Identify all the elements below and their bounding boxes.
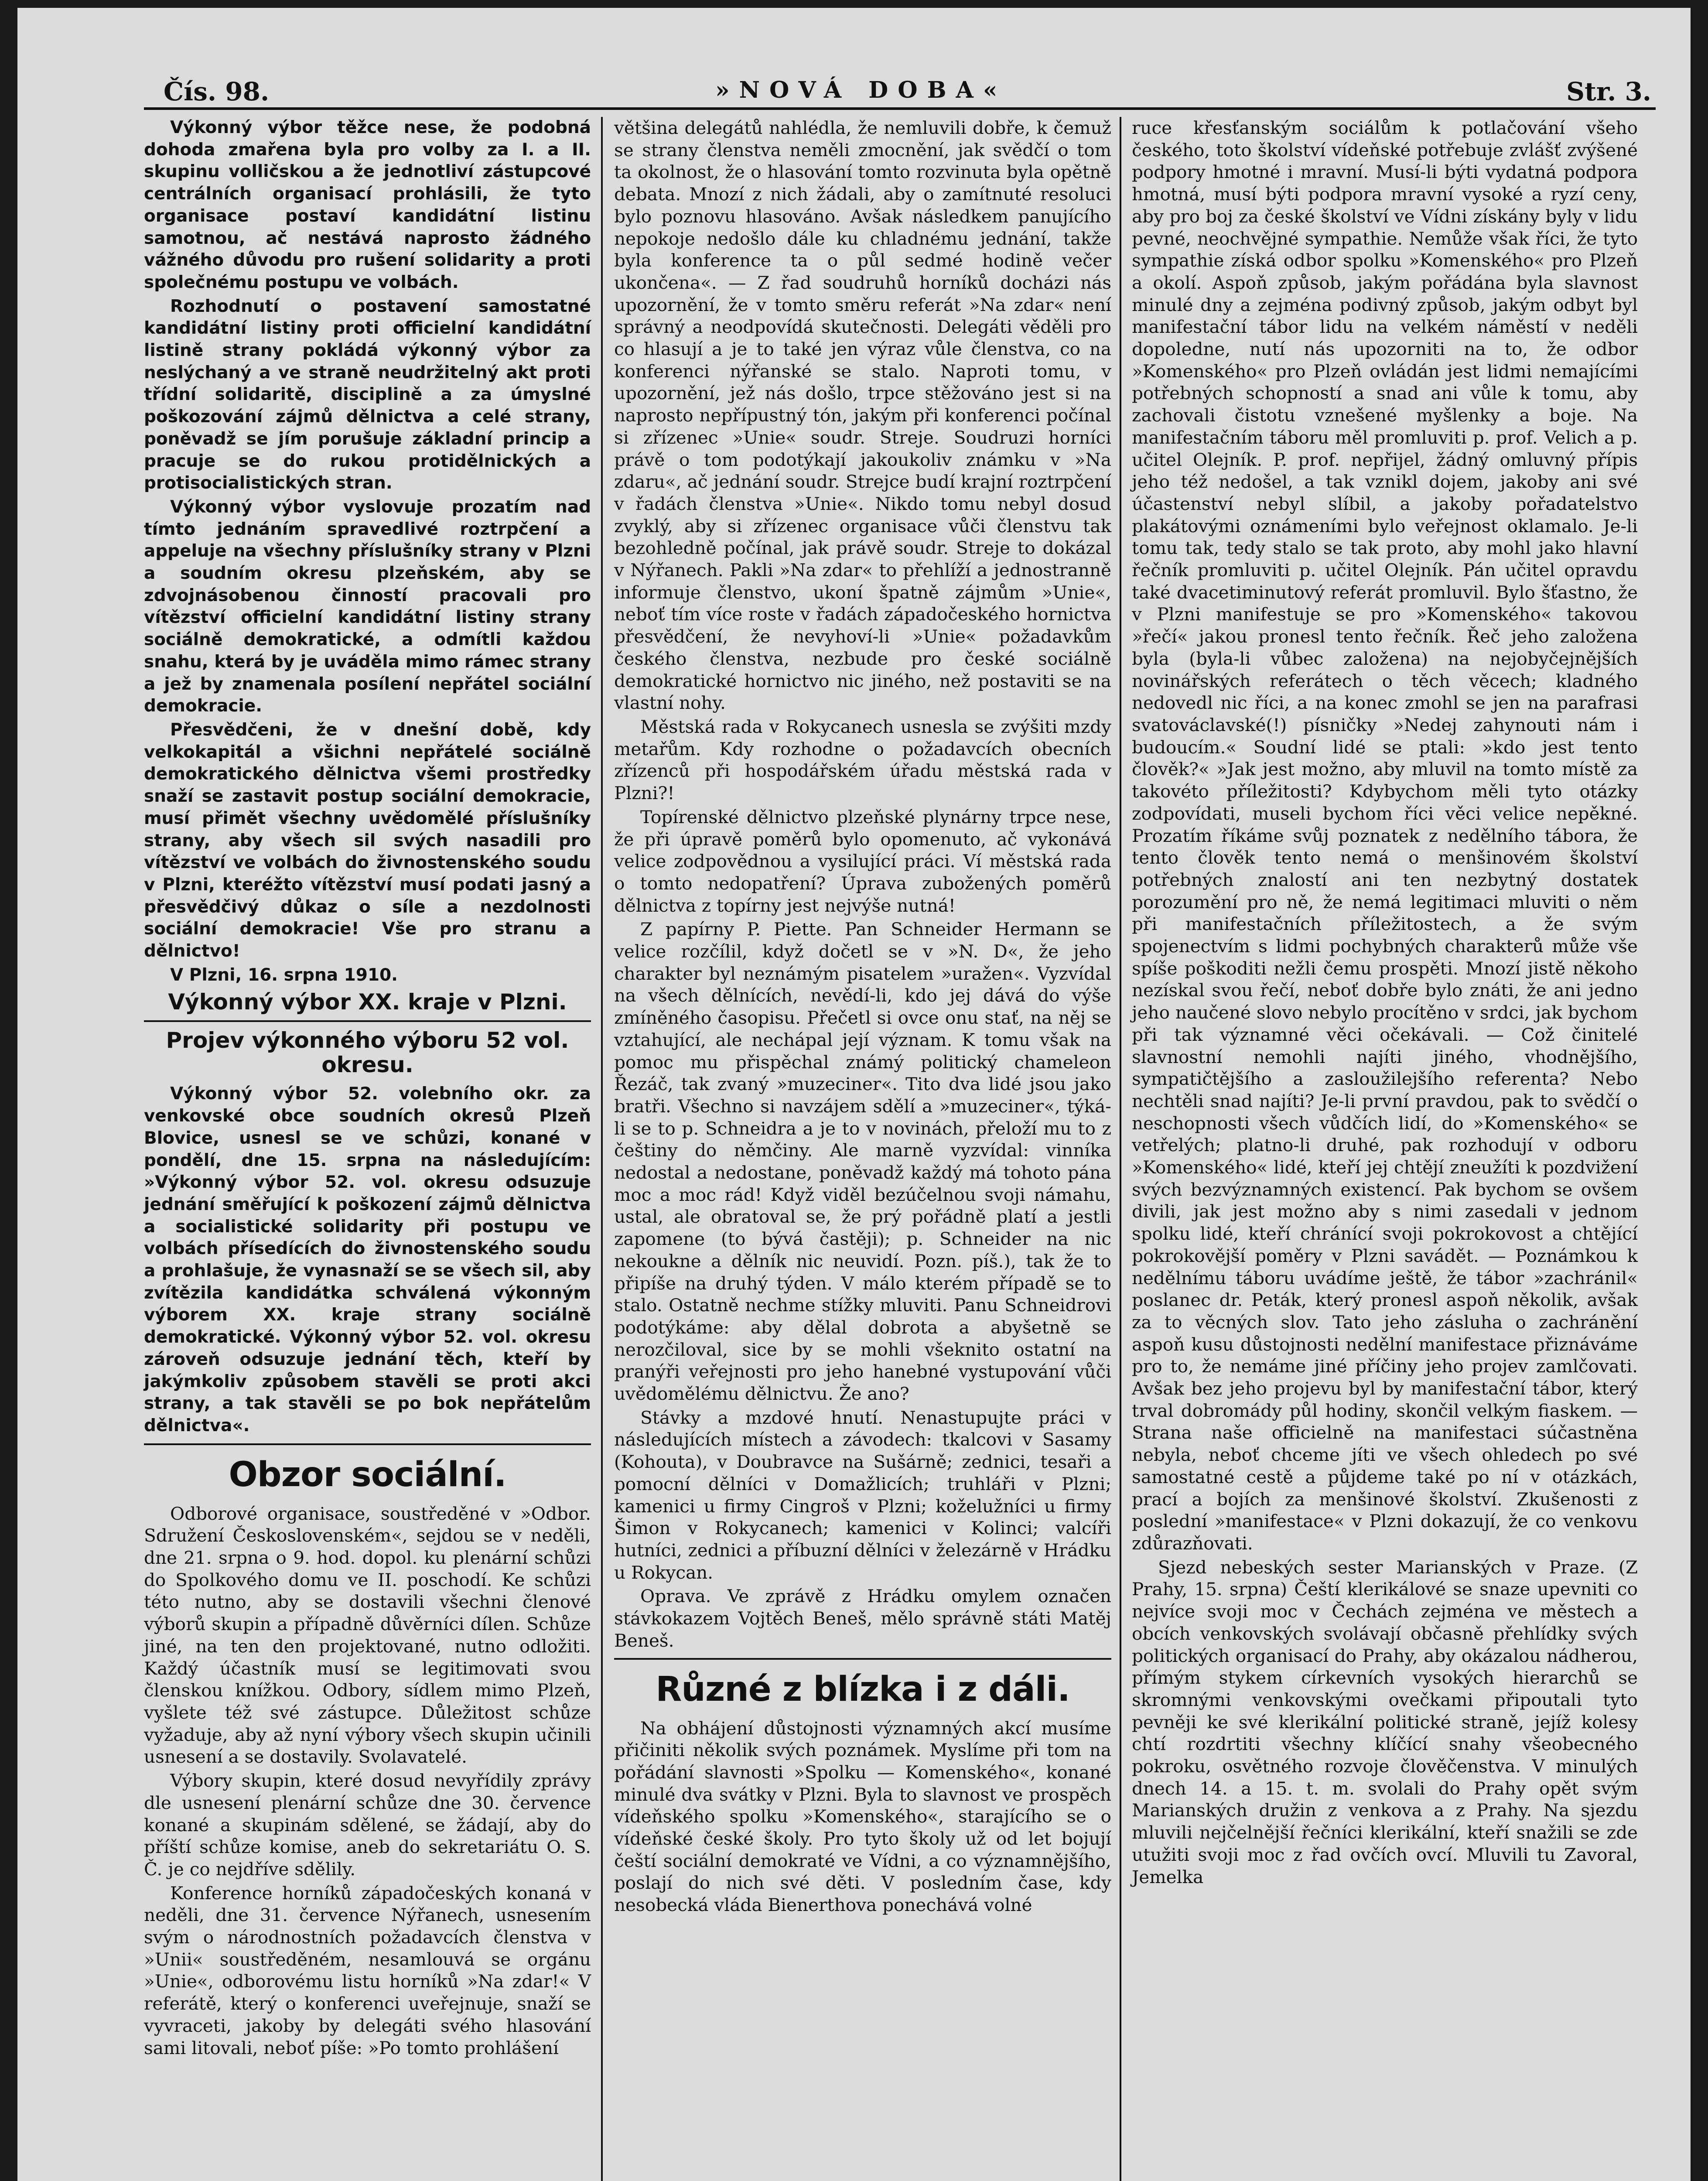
column-divider-1 bbox=[601, 117, 603, 2181]
article-paragraph: Na obhájení důstojnosti významných akcí musíme přičiniti několik svých poznámek. Myslíme při tom na pořádání slavnosti »Spolku — Komenského«, konané minulé dva svátky v Plzni. Byla to slavnost ve prospěch vídeňského spolku »Komenského«, starajícího se o vídeňské české školy. Pro tyto školy už od let bojují čeští sociální demokraté ve Vídni, a co významnějšího, poslají do nich své děti. V posledním čase, kdy nesobecká vláda Bienerthova ponechává volné bbox=[614, 1717, 1111, 1916]
article-paragraph: Konference horníků západočeských konaná v neděli, dne 31. července Nýřanech, usnesením svým o národnostních požadavcích členstva v »Unii« soustředěném, nesamlouvá se orgánu »Unie«, odborovému listu horníků »Na zdar!« V referátě, který o konferenci uveřejnuje, snaží se vyvraceti, jakoby by delegáti svého hlasování sami litovali, neboť píše: »Po tomto prohlášení bbox=[144, 1882, 591, 2058]
newspaper-page bbox=[17, 8, 1691, 2181]
article-heading: Projev výkonného výboru 52 vol. okresu. bbox=[166, 1028, 569, 1078]
masthead-title: »NOVÁ DOBA« bbox=[715, 77, 1007, 103]
header-rule bbox=[144, 107, 1656, 110]
article-paragraph: Odborové organisace, soustředěné v »Odbor. Sdružení Československém«, sejdou se v neděli, dne 21. srpna o 9. hod. dopol. ku plenární schůzi do Spolkového domu ve II. poschodí. Ke schůzi této nutno, aby se dostavili všechni členové výborů skupin a případně důvěrníci dílen. Schůze jiné, na ten den projektované, nutno odložiti. Každý účastník musí se legitimovati svou členskou knížkou. Odbory, sídlem mimo Plzeň, vyšlete též své zástupce. Důležitost schůze vyžaduje, aby až nyní výbory všech skupin učinili usnesení a se dostavily. Svolavatelé. bbox=[144, 1503, 591, 1767]
article-paragraph: Výkonný výbor těžce nese, že podobná dohoda zmařena byla pro volby za I. a II. skupinu volličskou a že jednotliví zástupcové centrálních organisací prohlásili, že tyto organisace postaví kandidátní listinu samotnou, ač nestává naprosto žádného vážného důvodu pro rušení solidarity a proti společnému postupu ve volbách. bbox=[144, 118, 591, 292]
article-paragraph: Topírenské dělnictvo plzeňské plynárny trpce nese, že při úpravě poměrů bylo opomenuto, ač vykonává velice zodpovědnou a vysilující práci. Ví městská rada o tomto nedopatření? Úprava zubožených poměrů dělnictva z topírny jest nejvýše nutná! bbox=[614, 806, 1111, 916]
article-paragraph: Výkonný výbor vyslovuje prozatím nad tímto jednáním spravedlivé roztrpčení a appeluje na všechny příslušníky strany v Plzni a soudním okresu plzeňském, aby se zdvojnásobenou činností pracovali pro vítězství officielní kandidátní listiny strany sociálně demokratické, a odmítli každou snahu, která by je uváděla mimo rámec strany a jež by znamenala posílení nepřátel sociální demokracie. bbox=[144, 497, 591, 716]
article-paragraph: Rozhodnutí o postavení samostatné kandidátní listiny proti officielní kandidátní listině strany pokládá výkonný výbor za neslýchaný a ve straně neudržitelný akt proti třídní solidaritě, disciplině a za úmyslné poškozování zájmů dělnictva a celé strany, poněvadž se jím porušuje základní princip a pracuje se do rukou protidělnických a protisocialistických stran. bbox=[144, 296, 591, 493]
page-header bbox=[17, 73, 1691, 113]
signature-heading: Výkonný výbor XX. kraje v Plzni. bbox=[168, 989, 567, 1015]
article-paragraph: Městská rada v Rokycanech usnesla se zvýšiti mzdy metařům. Kdy rozhodne o požadavcích obecních zřízenců při hospodářském úřadu městská rada v Plzni?! bbox=[614, 716, 1111, 804]
column-2 bbox=[614, 117, 1111, 1918]
section-heading: Různé z blízka i z dáli. bbox=[656, 1669, 1070, 1709]
section-rule bbox=[614, 1658, 1111, 1660]
section-heading: Obzor sociální. bbox=[229, 1455, 506, 1494]
issue-number: Čís. 98. bbox=[164, 77, 270, 106]
column-3 bbox=[1132, 117, 1638, 1890]
column-divider-2 bbox=[1120, 117, 1121, 2181]
article-paragraph: Z papírny P. Piette. Pan Schneider Hermann se velice rozčílil, když dočetl se v »N. D«, že jeho charakter byl neznámým pisatelem »uražen«. Vyzvídal na všech dělnících, nevědí-li, kdo jej dává do výše zmíněného časopisu. Přečetl si ovce onu stať, na něj se vztahující, ale nechápal její význam. K tomu však na pomoc mu přispěchal známý politický chameleon Řezáč, tak zvaný »muzeciner«. Tito dva lidé jsou jako bratři. Všechno si navzájem sdělí a »muzeciner«, týká-li se to p. Schneidra a je to v novinách, přeloží mu to z češtiny do němčiny. Ale marně vyzvídal: vinníka nedostal a nedostane, poněvadž každý má tohoto pána moc a moc rád! Když viděl bezúčelnou svoji námahu, ustal, ale obratoval se, že prý pořádně platí a jestli zapomene (to bývá častěji); p. Schneider na nic nekoukne a dělník nic neuvidí. Pozn. píš.), tak že to připíše na druhý týden. V málo kterém případě se to stalo. Ostatně nechme stížky mluviti. Panu Schneidrovi podotýkáme: aby dělal dobrota a abyšetně se nerozčiloval, sice by se mohli všeknito ostatní na pranýři veřejnosti pro jeho hanebné vystupování vůči uvědomělému dělnictvu. Že ano? bbox=[614, 919, 1111, 1405]
page-number: Str. 3. bbox=[1566, 77, 1651, 106]
section-rule bbox=[144, 1020, 591, 1022]
article-paragraph: Stávky a mzdové hnutí. Nenastupujte práci v následujících místech a závodech: tkalcovi v Sasamy (Kohouta), v Doubravce na Sušárně; zednici, tesaři a pomocní dělníci v Domažlicích; truhláři v Plzni; kamenici u firmy Cingroš v Plzni; koželužníci u firmy Šimon v Rokycanech; kamenici v Kolinci; valcíři hutníci, zednici a příbuzní dělníci v železárně v Hrádku u Rokycan. bbox=[614, 1407, 1111, 1583]
article-paragraph: ruce křesťanským sociálům k potlačování všeho českého, toto školství vídeňské potřebuje zvlášť zvýšené podpory hmotné i mravní. Musí-li býti vydatná podpora hmotná, musí býti podpora mravní vysoké a ryzí ceny, aby pro boj za české školství ve Vídni získány byly v lidu pevné, neochvějné sympathie. Nemůže však říci, že tyto sympathie získá odbor spolku »Komenského« pro Plzeň a okolí. Aspoň způsob, jakým pořádána byla slavnost minulé dny a zejména podivný způsob, jakým odbyt byl manifestační tábor lidu na velkém náměstí v neděli dopoledne, nutí nás upozorniti na to, že odbor »Komenského« pro Plzeň ovládán jest lidmi nemajícími potřebných schopností a snad ani vůle k tomu, aby zachovali čistotu vznešené myšlenky a boje. Na manifestačním táboru měl promluviti p. prof. Velich a p. učitel Olejník. P. prof. nepřijel, žádný omluvný přípis jeho též nedošel, a tak vznikl dojem, jakoby ani své účastenství nebyl slíbil, a jakoby pořadatelstvo plakátovými oznámeními bylo veřejnost oklamalo. Je-li tomu tak, tedy stalo se tak proto, aby mohl jako hlavní řečník promluviti p. učitel Olejník. Pán učitel opravdu také dvacetiminutový referát promluvil. Bylo šťastno, že v Plzni manifestuje se pro »Komenského« takovou »řečí« jakou pronesl tento řečník. Řeč jeho založena byla (byla-li vůbec založena) na nejobyčejnějších novinářských referátech o těch věcech; kladného nedovedl nic říci, a na konec zmohl se jen na parafrasi svatováclavské(!) písničky »Nedej zahynouti nám i budoucím.« Soudní lidé se ptali: »kdo jest tento člověk?« »Jak jest možno, aby mluvil na tomto místě za takovéto příležitosti? Kdybychom měli tyto otázky zodpovídati, museli bychom říci věci velice nepěkné. Prozatím říkáme svůj poznatek z nedělního tábora, že tento člověk tento nemá o menšinovém školství potřebných znalostí ani ten nezbytný dostatek porozumění pro ně, že nemá legitimaci mluviti o něm při manifestačních příležitostech, a že svým spojenectvím s lidmi pochybných charakterů může vše spíše poškoditi nežli čemu prospěti. Mnozí jistě někoho nezískal svou řečí, neboť dobře bylo znáti, že ani jedno jeho naučené slovo nebylo procítěno v srdci, jak bychom při tak významné věci očekávali. — Což činitelé slavnostní nemohli najíti jiného, vhodnějšího, sympatičtějšího a zasloužilejšího referenta? Nebo nechtěli snad najíti? Je-li první pravdou, pak to svědčí o neschopnosti všech vůdčích lidí, do »Komenského« se vetřelých; platno-li druhé, pak rozhodují v odboru »Komenského« lidé, kteří jej chtějí zneužíti k pozdvižení svých bezvýznamných existencí. Pak bychom se ovšem divili, jak jest možno aby s nimi zasedali v jednom spolku lidé, kteří chránící svoji pokrokovost a chtějící pokrokovější poměry v Plzni savádět. — Poznámkou k nedělnímu táboru uvádíme ještě, že tábor »zachránil« poslanec dr. Peták, který pronesl aspoň několik, avšak za to věcných slov. Tato jeho zásluha o zachránění aspoň kusu důstojnosti nedělní manifestace přiznáváme pro to, že nemáme jiné příčiny jeho projev zamlčovati. Avšak bez jeho projevu byl by manifestační tábor, který trval dobromády půl hodiny, skončil velkým fiaskem. — Strana naše officielně na manifestaci súčastněna nebyla, neboť chceme jíti ve všech ohledech po své samostatné cestě a půjdeme také po ní v otázkách, prací a bojích za menšinové školství. Zkušenosti z poslední »manifestace« v Plzni dokazují, že co venkovu zdůrazňovati. bbox=[1132, 117, 1638, 1554]
article-paragraph: Výbory skupin, které dosud nevyřídily zprávy dle usnesení plenární schůze dne 30. července konané a skupinám sdělené, se žádají, aby do příští schůze komise, aneb do sekretariátu O. S. Č. je co nejdříve sdělily. bbox=[144, 1770, 591, 1880]
dateline: V Plzni, 16. srpna 1910. bbox=[170, 965, 398, 985]
column-1 bbox=[144, 117, 591, 2061]
section-rule bbox=[144, 1443, 591, 1445]
article-paragraph: Výkonný výbor 52. volebního okr. za venkovské obce soudních okresů Plzeň Blovice, usnesl se ve schůzi, konané v pondělí, dne 15. srpna na následujícím: »Výkonný výbor 52. vol. okresu odsuzuje jednání směřující k poškození zájmů dělnictva a socialistické solidarity při postupu ve volbách přísedících do živnostenského soudu a prohlašuje, že vynasnaží se se všech sil, aby zvítězila kandidátka schválená výkonným výborem XX. kraje strany sociálně demokratické. Výkonný výbor 52. vol. okresu zároveň odsuzuje jednání těch, kteří by jakýmkoliv způsobem stavěli se proti akci strany, a tak stavěli se po bok nepřátelům dělnictva«. bbox=[144, 1084, 591, 1436]
article-paragraph: Přesvědčeni, že v dnešní době, kdy velkokapitál a všichni nepřátelé sociálně demokratického dělnictva všemi prostředky snaží se zastavit postup sociální demokracie, musí přimět všechny uvědomělé příslušníky strany, aby všech sil svých nasadili pro vítězství ve volbách do živnostenského soudu v Plzni, kteréžto vítězství musí podati jasný a přesvědčivý důkaz o síle a nezdolnosti sociální demokracie! Vše pro stranu a dělnictvo! bbox=[144, 720, 591, 961]
article-paragraph: Sjezd nebeských sester Marianských v Praze. (Z Prahy, 15. srpna) Čeští klerikálové se snaze upevniti co nejvíce svoji moc v Čechách zejména ve městech a obcích venkovských svolávají občasně přehlídky svých politických organisací do Prahy, aby okázalou nádherou, přímým stykem církevních vysokých hierarchů se skromnými venkovskými ovečkami připoutali tyto pevněji ke své klerikální politické straně, jejíž kolesy chtí rozdrtiti všechny klíčící snahy všeobecného pokroku, osvětného rozvoje člověčenstva. V minulých dnech 14. a 15. t. m. svolali do Prahy opět svým Marianských družin z venkova a z Prahy. Na sjezdu mluvili nejčelnější řečníci klerikální, kteří snažili se zde utužiti svoji moc z řad ovčích ovcí. Mluvili tu Zavoral, Jemelka bbox=[1132, 1556, 1638, 1887]
article-paragraph: většina delegátů nahlédla, že nemluvili dobře, k čemuž se strany členstva neměli zmocnění, jak svědčí o tom ta okolnost, že o hlasování tomto rozvinuta byla opětně debata. Mnozí z nich žádali, aby o zamítnuté resoluci bylo poznovu hlasováno. Avšak následkem panujícího nepokoje nedošlo dále ku chladnému jednání, takže byla konference ta o půl sedmé hodině večer ukončena«. — Z řad soudruhů horníků docházi nás upozornění, že v tomto směru referát »Na zdar« není správný a neodpovídá skutečnosti. Delegáti věděli pro co hlasují a je to také jen výraz vůle členstva, co na konferenci nýřanské se stalo. Naproti tomu, v upozornění, jež nás došlo, trpce stěžováno jest si na naprosto nepřípustný tón, jakým při konferenci počínal si zřízenec »Unie« soudr. Streje. Soudruzi horníci právě o tom podotýkají jakoukoliv známku v »Na zdaru«, ač jednání soudr. Strejce budí krajní roztrpčení v řadách členstva »Unie«. Nikdo tomu nebyl dosud zvyklý, aby si zřízenec organisace vůči členstvu tak bezohledně počínal, jak právě soudr. Streje to dokázal v Nýřanech. Pakli »Na zdar« to přehlíží a jednostranně informuje členstvo, ukoní špatně zájmům »Unie«, neboť tím více roste v řadách západočeského hornictva přesvědčení, že nevyhoví-li »Unie« požadavkům českého členstva, nezbude pro české sociálně demokratické hornictvo nic jiného, než postaviti se na vlastní nohy. bbox=[614, 117, 1111, 714]
article-paragraph: Oprava. Ve zprávě z Hrádku omylem označen stávkokazem Vojtěch Beneš, mělo správně státi Matěj Beneš. bbox=[614, 1586, 1111, 1651]
